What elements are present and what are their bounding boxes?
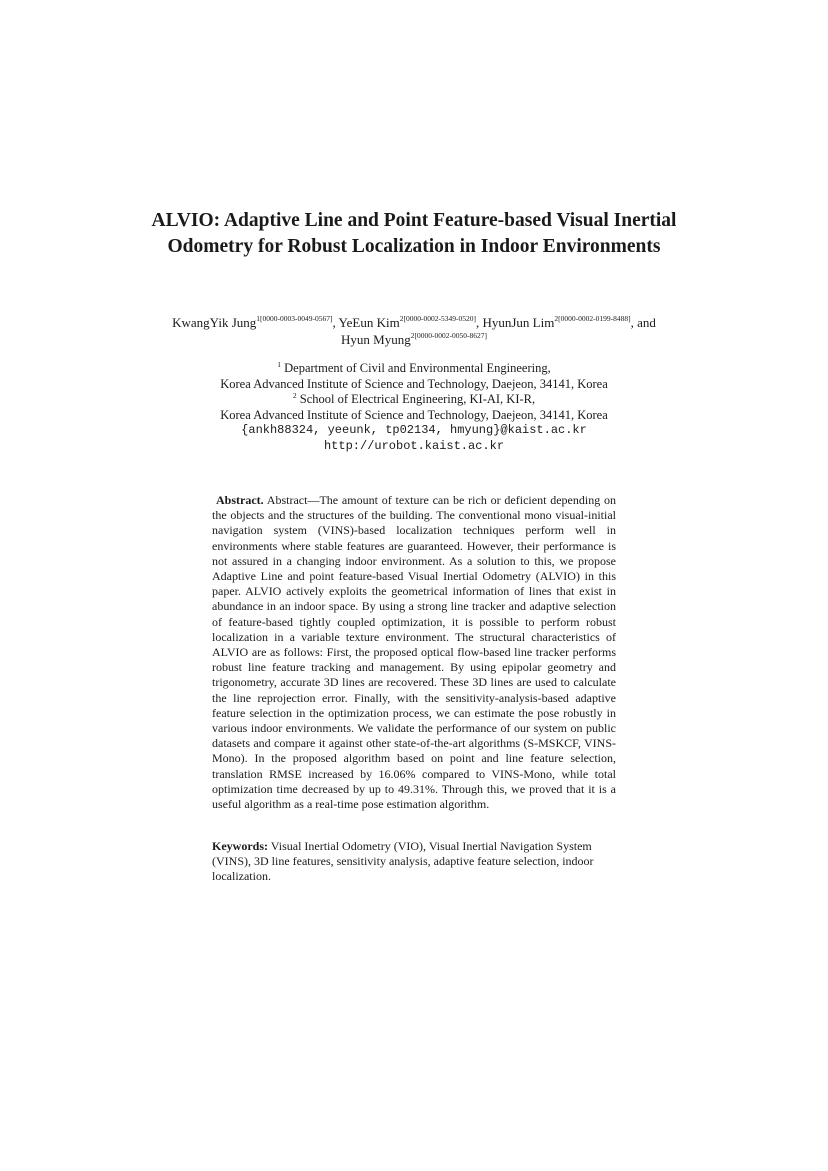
abstract-label: Abstract. <box>216 493 264 507</box>
author-separator: , <box>475 315 483 330</box>
affiliation-2-marker: 2 <box>292 391 297 400</box>
author-name: YeEun Kim <box>338 315 400 330</box>
keywords-label: Keywords: <box>212 839 268 853</box>
author-separator: , <box>332 315 339 330</box>
keywords-text: Visual Inertial Odometry (VIO), Visual Inertial Navigation System (VINS), 3D line features, sensitivity analysis, adaptive feature selection, indoor localization. <box>212 839 594 884</box>
author-orcid: 2[0000-0002-5349-0520] <box>399 314 476 323</box>
affiliation-2-line-2: Korea Advanced Institute of Science and Technology, Daejeon, 34141, Korea <box>220 407 608 422</box>
author-orcid: 2[0000-0002-0199-8488] <box>554 314 631 323</box>
author-separator: , and <box>630 315 656 330</box>
paper-title: ALVIO: Adaptive Line and Point Feature-based Visual Inertial Odometry for Robust Localization in Indoor Environments <box>151 210 677 257</box>
author-name: HyunJun Lim <box>482 315 555 330</box>
author-orcid: 2[0000-0002-0050-8627] <box>410 331 487 340</box>
affiliation-1-line-1: $^1$ Department of Civil and Environmental Engineering, <box>277 360 551 375</box>
abstract-paragraph <box>212 493 616 812</box>
affiliation-block <box>150 361 678 454</box>
author-list <box>160 314 668 348</box>
affiliation-1-line-2: Korea Advanced Institute of Science and Technology, Daejeon, 34141, Korea <box>220 376 608 391</box>
email-addresses: {ankh88324, yeeunk, tp02134, hmyung}@kaist.ac.kr <box>241 423 587 437</box>
author-name: Hyun Myung <box>341 332 411 347</box>
abstract-text: Abstract—The amount of texture can be rich or deficient depending on the objects and the structures of the building. The conventional mono visual-initial navigation system (VINS)-based localization techniques perform well in environments where stable features are guaranteed. However, their performance is not assured in a changing indoor environment. As a solution to this, we propose Adaptive Line and point feature-based Visual Inertial Odometry (ALVIO) in this paper. ALVIO actively exploits the geometrical information of lines that exist in abundance in an indoor space. By using a strong line tracker and adaptive selection of feature-based tightly coupled optimization, it is possible to perform robust localization in a variable texture environment. The structural characteristics of ALVIO are as follows: First, the proposed optical flow-based line tracker performs robust line feature tracking and management. By using epipolar geometry and trigonometry, accurate 3D lines are recovered. These 3D lines are used to calculate the line reprojection error. Finally, with the sensitivity-analysis-based adaptive feature selection in the optimization process, we can estimate the pose robustly in various indoor environments. We validate the performance of our system on public datasets and compare it against other state-of-the-art algorithms (S-MSKCF, VINS-Mono). In the proposed algorithm based on point and line feature selection, translation RMSE increased by 16.06% compared to VINS-Mono, while total optimization time decreased by up to 49.31%. Through this, we proved that it is a useful algorithm as a real-time pose estimation algorithm. <box>212 493 616 812</box>
lab-url-link[interactable]: http://urobot.kaist.ac.kr <box>323 438 505 453</box>
affiliation-1-marker: 1 <box>277 360 281 369</box>
keywords-paragraph <box>212 839 616 885</box>
author-orcid: 1[0000-0003-0049-0567] <box>256 314 333 323</box>
affiliation-2-line-1: $^2$ School of Electrical Engineering, KI-AI, KI-R, <box>292 391 536 406</box>
author-name: KwangYik Jung <box>172 315 257 330</box>
